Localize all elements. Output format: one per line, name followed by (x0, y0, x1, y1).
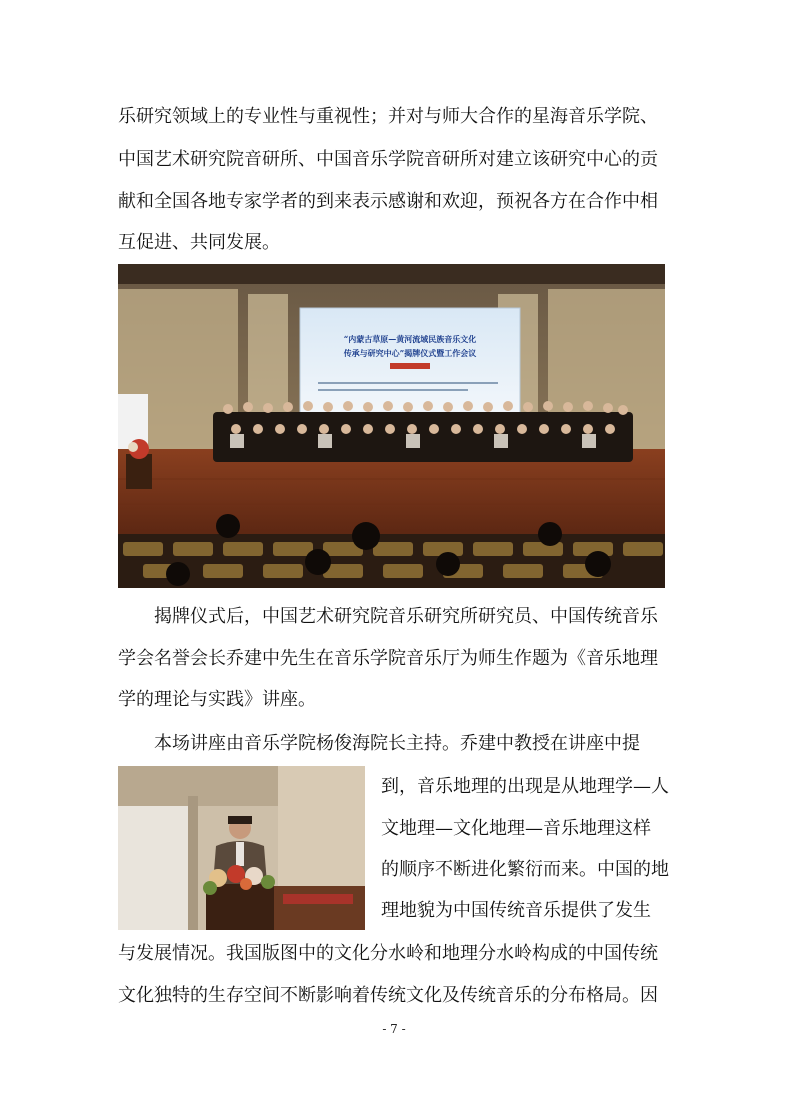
text-line: 与发展情况。我国版图中的文化分水岭和地理分水岭构成的中国传统 (118, 943, 658, 964)
lecture-photo (118, 766, 365, 930)
screen-title-line-1: “内蒙古草原—黄河流域民族音乐文化 (343, 334, 477, 344)
text-line: 献和全国各地专家学者的到来表示感谢和欢迎，预祝各方在合作中相 (118, 191, 658, 212)
ceremony-photo (118, 264, 665, 588)
text-line: 中国艺术研究院音研所、中国音乐学院音研所对建立该研究中心的贡 (118, 149, 658, 170)
text-line: 到，音乐地理的出现是从地理学—人 (381, 776, 669, 797)
text-line: 文化独特的生存空间不断影响着传统文化及传统音乐的分布格局。因 (118, 985, 658, 1006)
text-line: 揭牌仪式后，中国艺术研究院音乐研究所研究员、中国传统音乐 (154, 606, 658, 627)
text-line: 本场讲座由音乐学院杨俊海院长主持。乔建中教授在讲座中提 (154, 733, 640, 754)
text-line: 文地理—文化地理—音乐地理这样 (381, 818, 651, 839)
screen-title-line-2: 传承与研究中心”揭牌仪式暨工作会议 (343, 348, 477, 358)
text-line: 学会名誉会长乔建中先生在音乐学院音乐厅为师生作题为《音乐地理 (118, 648, 658, 669)
text-line: 理地貌为中国传统音乐提供了发生 (381, 900, 651, 921)
text-line: 学的理论与实践》讲座。 (118, 689, 316, 710)
text-line: 的顺序不断进化繁衍而来。中国的地 (381, 859, 669, 880)
page-number: - 7 - (382, 1022, 406, 1036)
text-line: 互促进、共同发展。 (118, 232, 280, 253)
text-line: 乐研究领域上的专业性与重视性；并对与师大合作的星海音乐学院、 (118, 106, 658, 127)
